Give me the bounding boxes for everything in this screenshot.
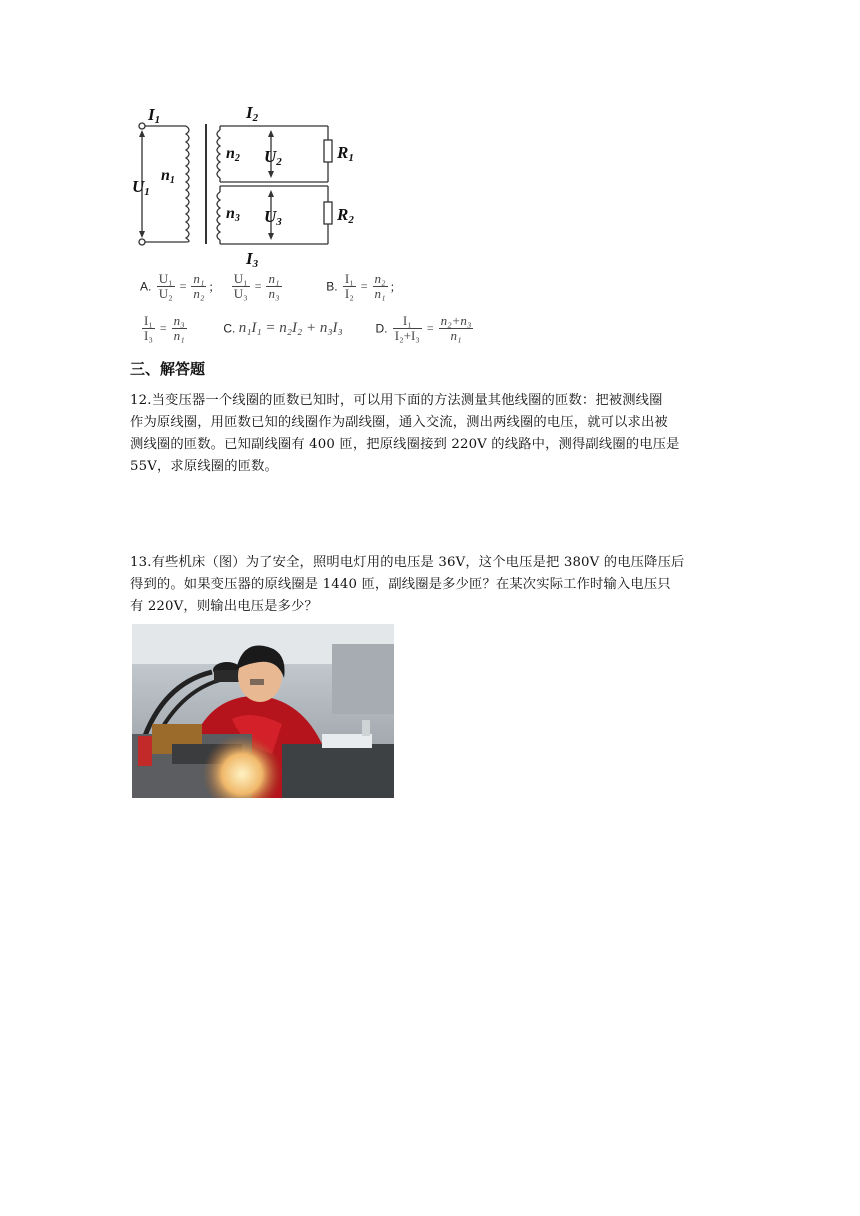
option-b-label: B. bbox=[326, 279, 338, 294]
option-b-fraction-2: $\frac{\text{I₁}}{\text{I₃}}$ bbox=[144, 313, 153, 343]
semicolon: ； bbox=[389, 280, 402, 294]
semicolon: ； bbox=[208, 280, 221, 294]
options-row-2: $\frac{\text{I₁}}{\text{I₃}}$ = $\frac{\text{n₃}}{\text{n₁}}$ C. n₁I₁ = n₂I₂ + n₃I₃ D. $\frac{\text{I₁}}{\text{I₂+I₃}}$ = $\frac{\text{n₂+n₃}}{\text{n₁}}$ bbox=[144, 313, 472, 343]
question-12-line-3: 测线圈的匝数。已知副线圈有 400 匝，把原线圈接到 220V 的线路中，测得副线圈的电压是 bbox=[130, 437, 680, 452]
question-13-line-2: 得到的。如果变压器的原线圈是 1440 匝，副线圈是多少匝？在某次实际工作时输入电压只 bbox=[130, 577, 671, 592]
question-13 bbox=[130, 552, 730, 618]
label-R2: R2 bbox=[337, 205, 354, 226]
option-a-ratio-1: $\frac{\text{n₁}}{\text{n₂}}$ bbox=[193, 271, 205, 301]
label-R1: R1 bbox=[337, 143, 354, 164]
transformer-circuit-figure bbox=[128, 100, 368, 270]
label-I3: I3 bbox=[246, 249, 259, 270]
option-a-ratio-2: $\frac{\text{n₁}}{\text{n₃}}$ bbox=[268, 271, 280, 301]
question-12-line-2: 作为原线圈，用匝数已知的线圈作为副线圈，通入交流，测出两线圈的电压，就可以求出被 bbox=[130, 415, 668, 430]
question-12-line-4: 55V，求原线圈的匝数。 bbox=[130, 459, 278, 474]
question-12-line-1: 12.当变压器一个线圈的匝数已知时，可以用下面的方法测量其他线圈的匝数：把被测线圈 bbox=[130, 393, 663, 408]
option-a-fraction-1: $\frac{\text{U₁}}{\text{U₂}}$ bbox=[158, 271, 173, 301]
label-n1: n1 bbox=[161, 167, 175, 186]
option-b-ratio-1: $\frac{\text{n₂}}{\text{n₁}}$ bbox=[374, 271, 386, 301]
option-b-fraction-1: $\frac{\text{I₁}}{\text{I₂}}$ bbox=[344, 271, 354, 301]
option-a-label: A. bbox=[140, 279, 152, 294]
option-d-ratio: $\frac{\text{n₂+n₃}}{\text{n₁}}$ bbox=[440, 313, 472, 343]
label-n2: n2 bbox=[226, 145, 240, 164]
option-c-expression: n₁I₁ = n₂I₂ + n₃I₃ bbox=[238, 320, 343, 336]
label-I2: I2 bbox=[246, 103, 259, 124]
option-b-ratio-2: $\frac{\text{n₃}}{\text{n₁}}$ bbox=[173, 313, 185, 343]
option-a-fraction-2: $\frac{\text{U₁}}{\text{U₃}}$ bbox=[233, 271, 248, 301]
options-row-1: A. $\frac{\text{U₁}}{\text{U₂}}$ = $\frac{\text{n₁}}{\text{n₂}}$ ； $\frac{\text{U₁}}{\text{U₃}}$ = $\frac{\text{n₁}}{\text{n₃}}$ B. $\frac{\text{I₁}}{\text{I₂}}$ = $\frac{\text{n₂}}{\text{n₁}}$ ； bbox=[140, 271, 402, 301]
label-U1: U1 bbox=[132, 177, 150, 198]
option-c-label: C. bbox=[223, 321, 236, 336]
option-d-label: D. bbox=[375, 321, 388, 336]
section-title: 三、解答题 bbox=[130, 360, 206, 378]
option-d-fraction: $\frac{\text{I₁}}{\text{I₂+I₃}}$ bbox=[394, 313, 420, 343]
question-12 bbox=[130, 390, 730, 478]
label-I1: I1 bbox=[148, 105, 161, 126]
label-n3: n3 bbox=[226, 205, 240, 224]
machine-tool-photo bbox=[132, 624, 394, 798]
label-U2: U2 bbox=[264, 147, 282, 168]
question-13-line-1: 13.有些机床（图）为了安全，照明电灯用的电压是 36V，这个电压是把 380V 的电压降压后 bbox=[130, 555, 685, 570]
question-13-line-3: 有 220V，则输出电压是多少？ bbox=[130, 599, 318, 614]
label-U3: U3 bbox=[264, 207, 282, 228]
